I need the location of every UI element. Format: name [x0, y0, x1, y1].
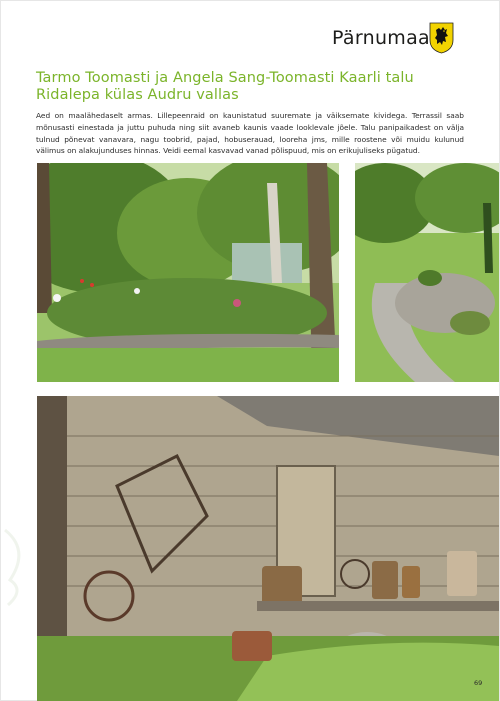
- article-title: [36, 70, 476, 104]
- leaf-decoration-icon: [0, 520, 40, 610]
- parnumaa-crest-icon: [429, 22, 454, 54]
- gravel-path-photo: [355, 163, 499, 382]
- region-name: Pärnumaa: [331, 27, 430, 49]
- article-title-line-1: Tarmo Toomasti ja Angela Sang-Toomasti Kaarli talu: [36, 70, 414, 86]
- garden-rockery-photo: [37, 163, 339, 382]
- page-number: 69: [474, 679, 483, 687]
- article-title-line-2: Ridalepa külas Audru vallas: [36, 87, 239, 103]
- wooden-shed-photo: [37, 396, 499, 701]
- article-body: Aed on maalähedaselt armas. Lillepeenraid on kaunistatud suuremate ja väiksemate kividega. Terrassil saab mõnusasti einestada ja juttu puhuda ning siit avaneb kaunis vaade looklevale jõele. Talu panipaikadest on välja tulnud põnevat vanavara, nagu toobrid, pajad, hobuserauad, looreha jms, mille roostene või muidu kulunud välimus on alakujunduses hinnas. Veidi eemal kasvavad vanad põlispuud, mis on erikujuliseks pügatud.: [36, 111, 464, 156]
